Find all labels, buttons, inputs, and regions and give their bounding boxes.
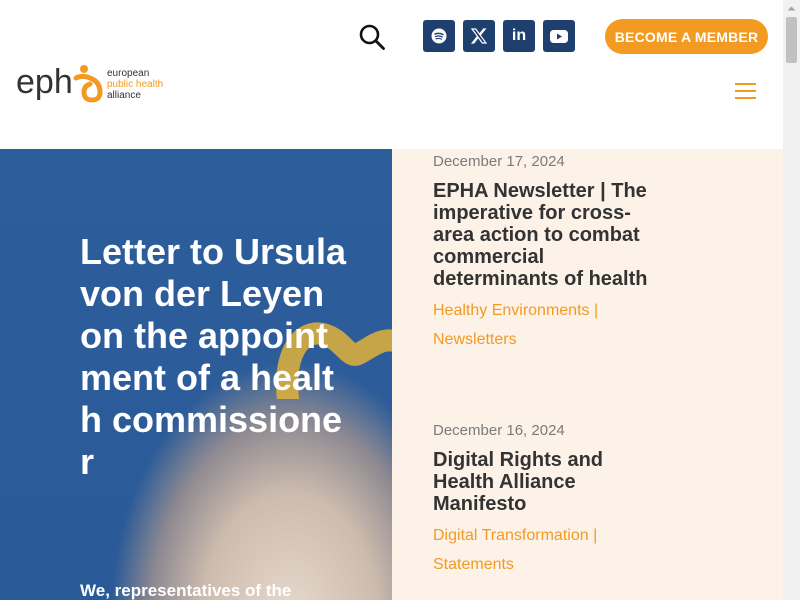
news-categories [433, 296, 653, 354]
news-title-link[interactable]: EPHA Newsletter | The imperative for cross-area action to combat commercial determinants of health [433, 180, 648, 290]
spotify-icon [431, 28, 447, 44]
scroll-up-arrow-icon[interactable] [783, 0, 800, 17]
x-button[interactable] [463, 20, 495, 52]
hero-banner[interactable] [0, 149, 392, 600]
category-link-newsletters[interactable]: Newsletters [433, 331, 517, 348]
news-date: December 16, 2024 [433, 422, 565, 439]
hero-description: We, representatives of the [80, 581, 292, 600]
category-link-statements[interactable]: Statements [433, 556, 514, 573]
scrollbar-thumb[interactable] [786, 17, 797, 63]
news-date: December 17, 2024 [433, 153, 565, 170]
youtube-button[interactable] [543, 20, 575, 52]
news-list [392, 149, 783, 600]
search-icon[interactable] [358, 23, 386, 51]
logo-text [107, 68, 163, 101]
linkedin-button[interactable] [503, 20, 535, 52]
news-item [433, 153, 653, 354]
logo-text-european: european [107, 68, 150, 79]
svg-text:eph: eph [16, 63, 73, 101]
youtube-icon [550, 30, 568, 43]
news-item [433, 422, 653, 579]
logo-text-public-health: public health [107, 79, 164, 90]
become-member-button[interactable]: BECOME A MEMBER [605, 19, 768, 54]
category-link-healthy-environments[interactable]: Healthy Environments | [433, 302, 599, 319]
hamburger-menu-icon[interactable] [735, 83, 756, 99]
logo-text-alliance: alliance [107, 90, 141, 101]
page-scrollbar[interactable] [783, 0, 800, 600]
category-link-digital-transformation[interactable]: Digital Transformation | [433, 527, 598, 544]
x-icon [470, 27, 488, 45]
news-title-link[interactable]: Digital Rights and Health Alliance Manifesto [433, 449, 603, 515]
linkedin-icon: in [511, 27, 527, 44]
spotify-button[interactable] [423, 20, 455, 52]
hero-title[interactable]: Letter to Ursula von der Leyen on the appointment of a health commissione r [80, 231, 347, 482]
site-header [0, 0, 783, 149]
news-categories [433, 521, 653, 579]
